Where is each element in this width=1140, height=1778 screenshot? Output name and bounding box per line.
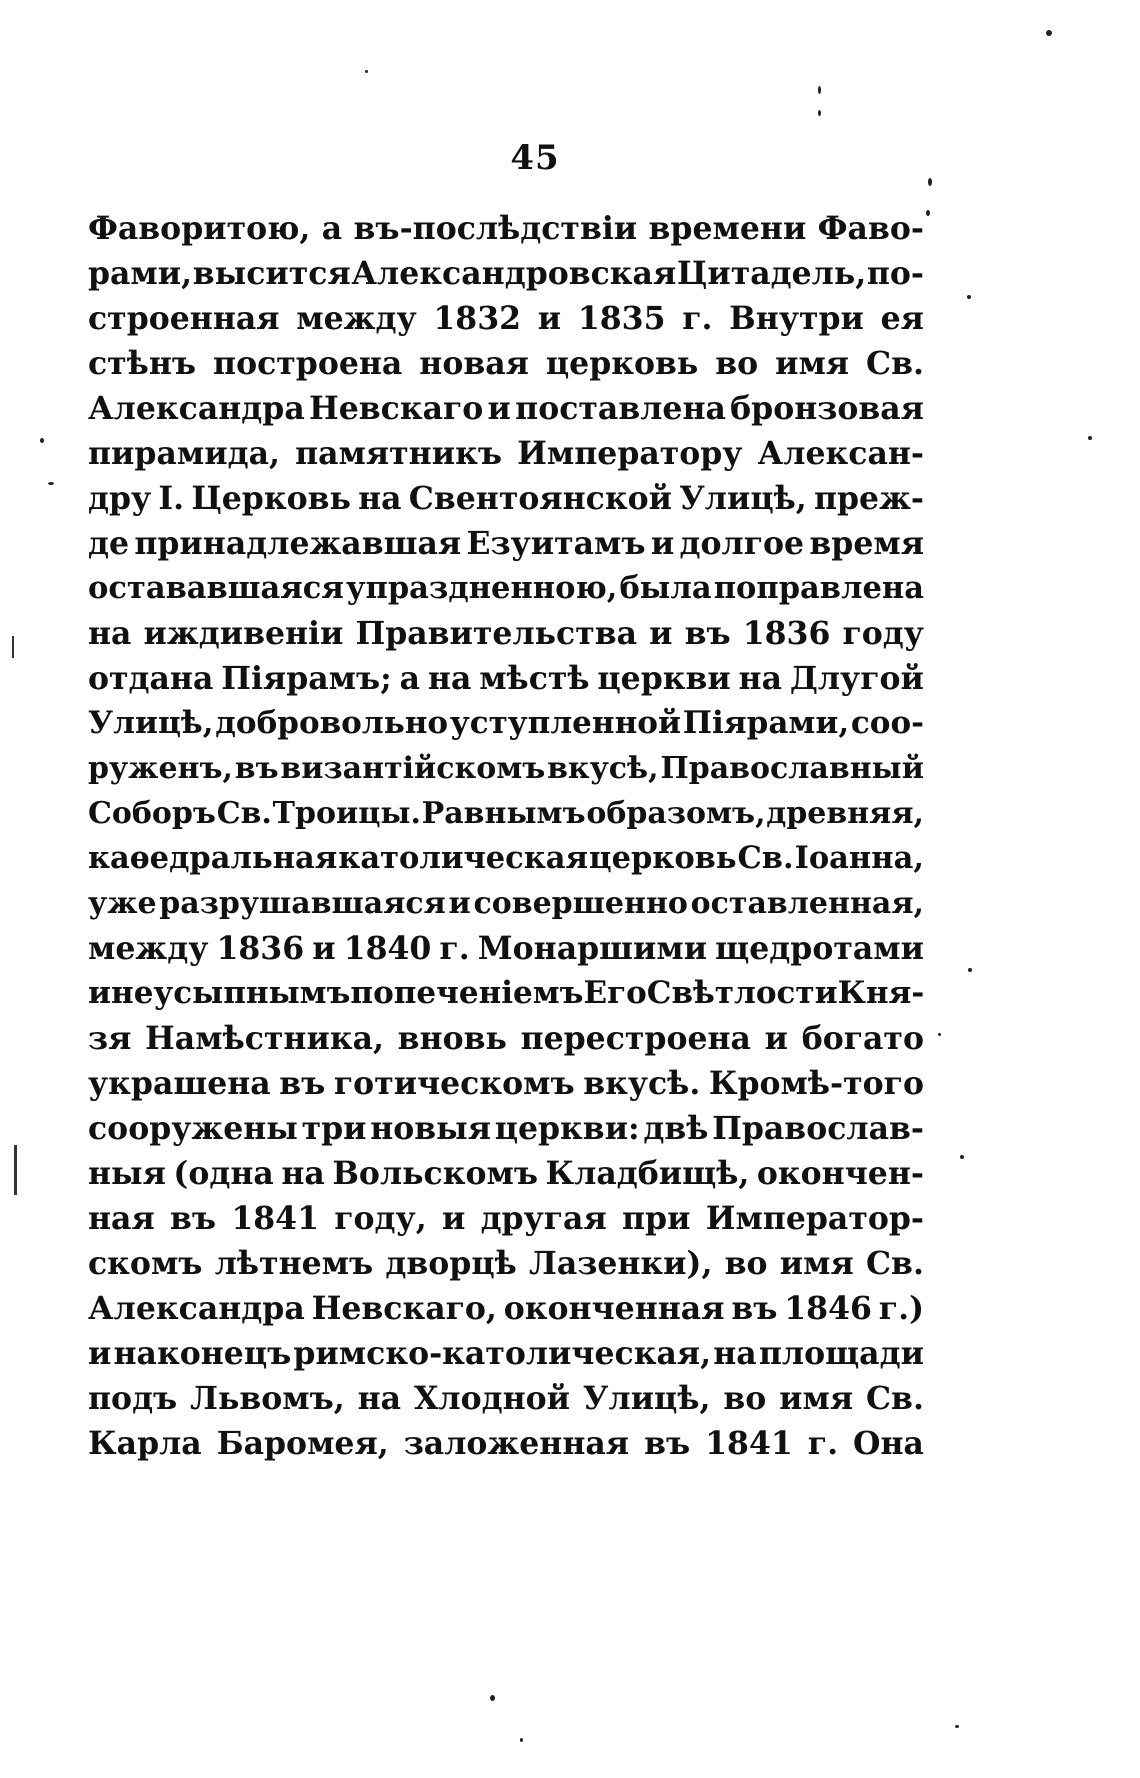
scan-speck (40, 438, 44, 443)
text-line: подъ Львомъ, на Хлодной Улицѣ, во имя Св. (88, 1380, 924, 1417)
text-line: стѣнъ построена новая церковь во имя Св. (88, 345, 924, 382)
text-line: Александра Невскаго и поставлена бронзовая (88, 390, 924, 427)
text-line: зя Намѣстника, вновь перестроена и богато (88, 1020, 924, 1057)
text-line: между 1836 и 1840 г. Монаршими щедротами (88, 930, 924, 967)
text-line: ная въ 1841 году, и другая при Император- (88, 1200, 924, 1237)
page-number: 45 (510, 138, 560, 178)
text-line: де принадлежавшая Езуитамъ и долгое время (88, 525, 924, 562)
scan-speck (926, 210, 930, 216)
scan-speck (967, 295, 971, 299)
scan-edge-mark (14, 1145, 17, 1195)
scan-speck (365, 70, 368, 73)
text-line: уже разрушавшаяся и совершенно оставленная, (88, 886, 924, 921)
text-line: украшена въ готическомъ вкусѣ. Кромѣ-того (88, 1065, 924, 1102)
scan-speck (968, 968, 972, 972)
text-line: на иждивеніи Правительства и въ 1836 году (88, 615, 924, 652)
body-text (88, 206, 924, 1466)
text-line: каѳедральная католическая церковь Св. Іоанна, (88, 840, 924, 876)
text-line: Карла Баромея, заложенная въ 1841 г. Она (88, 1425, 924, 1462)
text-line: Фаворитою, а въ-послѣдствіи времени Фаво- (88, 210, 924, 247)
text-line: строенная между 1832 и 1835 г. Внутри ея (88, 300, 924, 337)
text-line: ныя (одна на Вольскомъ Кладбищѣ, окончен- (88, 1155, 924, 1192)
scan-edge-mark (12, 636, 14, 658)
scan-speck (960, 1155, 964, 1159)
text-line: Александра Невскаго, оконченная въ 1846 г.) (88, 1290, 924, 1327)
text-line: и наконецъ римско-католическая, на площади (88, 1335, 924, 1372)
text-line: пирамида, памятникъ Императору Алексан- (88, 435, 924, 472)
text-line: сооружены три новыя церкви: двѣ Православ- (88, 1110, 924, 1147)
scan-speck (955, 1725, 959, 1728)
text-line: дру I. Церковь на Свентоянской Улицѣ, преж- (88, 480, 924, 517)
text-line: отдана Піярамъ; а на мѣстѣ церкви на Длугой (88, 660, 924, 697)
scan-speck (818, 110, 821, 116)
scan-speck (818, 86, 821, 94)
text-line: и неусыпнымъ попеченіемъ Его Свѣтлости Кня- (88, 975, 925, 1011)
scan-speck (48, 482, 54, 485)
text-line: остававшаяся упраздненною, была поправлена (88, 570, 924, 606)
text-line: Улицѣ, добровольно уступленной Піярами, соо- (88, 705, 924, 741)
text-line: скомъ лѣтнемъ дворцѣ Лазенки), во имя Св. (88, 1245, 924, 1282)
scan-speck (520, 1738, 523, 1742)
text-line: Соборъ Св. Троицы. Равнымъ образомъ, древняя, (88, 796, 924, 831)
scan-speck (490, 1695, 495, 1701)
text-line: рами, высится Александровская Цитадель, по- (88, 255, 924, 292)
scan-speck (938, 1033, 941, 1036)
scan-speck (1046, 30, 1052, 36)
text-line: руженъ, въ византійскомъ вкусѣ, Православный (88, 751, 924, 786)
scan-speck (1088, 436, 1092, 440)
scan-speck (928, 178, 932, 186)
